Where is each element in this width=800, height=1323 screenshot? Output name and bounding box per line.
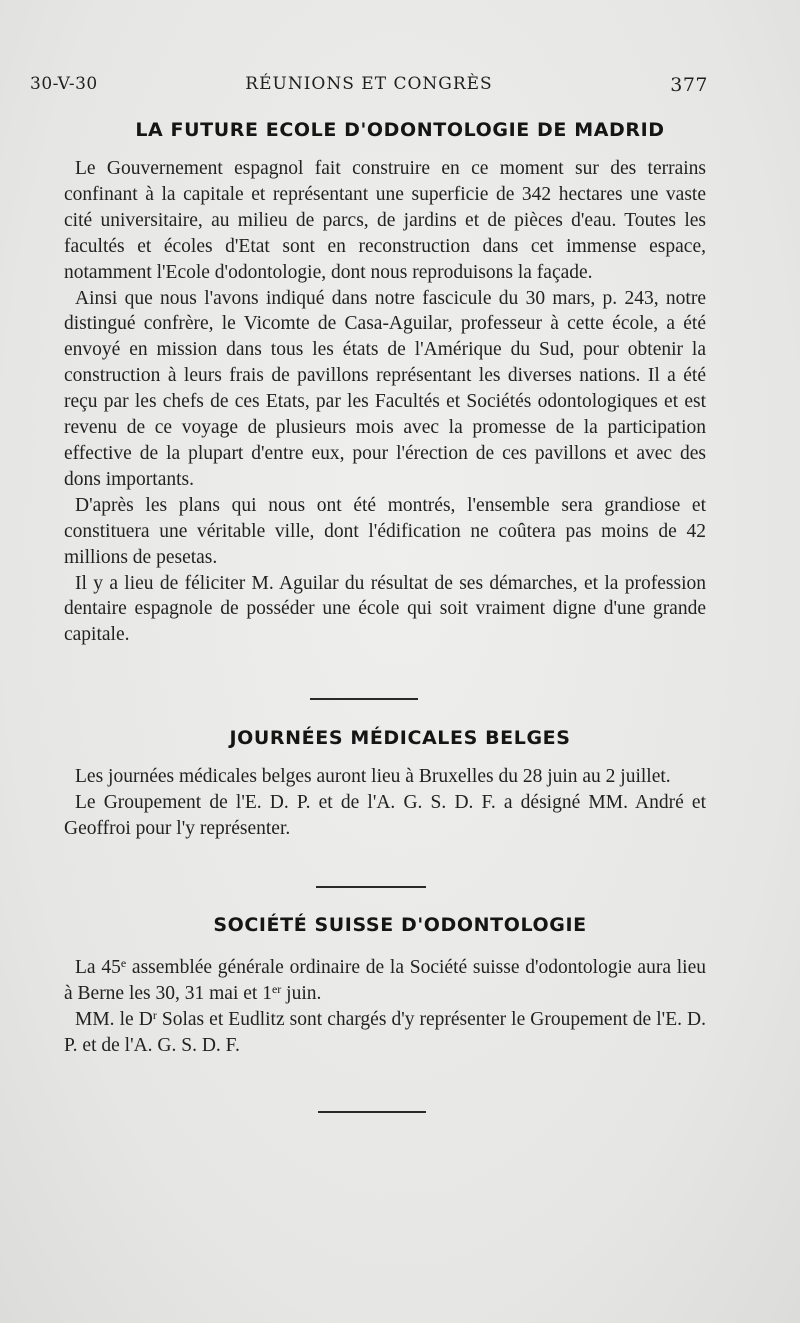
article-title-belges: JOURNÉES MÉDICALES BELGES (229, 727, 571, 749)
paragraph: MM. le $D^r$ Solas et Eudlitz sont chargés d'y représenter le Groupement de l'E. D. P. et de l'A. G. S. D. F. (64, 1007, 706, 1056)
paragraph: Le Groupement de l'E. D. P. et de l'A. G. S. D. F. a désigné MM. André et Geoffroi pour l'y représenter. (64, 791, 706, 839)
article-body-madrid (64, 156, 706, 648)
paragraph: La 45e assemblée générale ordinaire de la Société suisse d'odontologie aura lieu à Berne les 30, 31 mai et 1er juin. (64, 956, 706, 1004)
paragraph: Il y a lieu de féliciter M. Aguilar du résultat de ses démarches, et la profession dentaire espagnole de posséder une école qui soit vraiment digne d'une grande capitale. (64, 572, 706, 646)
paragraph: D'après les plans qui nous ont été montrés, l'ensemble sera grandiose et constituera une véritable ville, dont l'édification ne coûtera pas moins de 42 millions de pesetas. (64, 494, 706, 568)
article-title-suisse: SOCIÉTÉ SUISSE D'ODONTOLOGIE (213, 914, 587, 936)
article-body-belges (64, 764, 706, 842)
paragraph: Ainsi que nous l'avons indiqué dans notre fascicule du 30 mars, p. 243, notre distingué confrère, le Vicomte de Casa-Aguilar, professeur à cette école, a été envoyé en mission dans tous les états de l'Amérique du Sud, pour obtenir la construction à leurs frais de pavillons représentant les diverses nations. Il a été reçu par les chefs de ces Etats, par les Facultés et Sociétés odontologiques et est revenu de ce voyage de plusieurs mois avec la promesse de la participation effective de la plupart d'entre eux, pour l'érection de ces pavillons et avec des dons importants. (64, 287, 706, 490)
paragraph: Les journées médicales belges auront lieu à Bruxelles du 28 juin au 2 juillet. (75, 766, 671, 787)
section-divider (316, 886, 426, 888)
running-header (30, 74, 708, 100)
paragraph: Le Gouvernement espagnol fait construire en ce moment sur des terrains confinant à la capitale et représentant une superficie de 342 hectares une vaste cité universitaire, au milieu de parcs, de jardins et de pièces d'eau. Toutes les facultés et écoles d'Etat sont en reconstruction dans cet immense espace, notamment l'Ecole d'odontologie, dont nous reproduisons la façade. (64, 158, 706, 283)
header-date: 30-V-30 (30, 74, 98, 94)
article-title-madrid: LA FUTURE ECOLE D'ODONTOLOGIE DE MADRID (135, 119, 665, 141)
header-section: RÉUNIONS ET CONGRÈS (245, 74, 493, 94)
section-divider (310, 698, 418, 700)
article-body-suisse (64, 955, 706, 1059)
section-divider (318, 1111, 426, 1113)
page-number: 377 (670, 74, 708, 96)
